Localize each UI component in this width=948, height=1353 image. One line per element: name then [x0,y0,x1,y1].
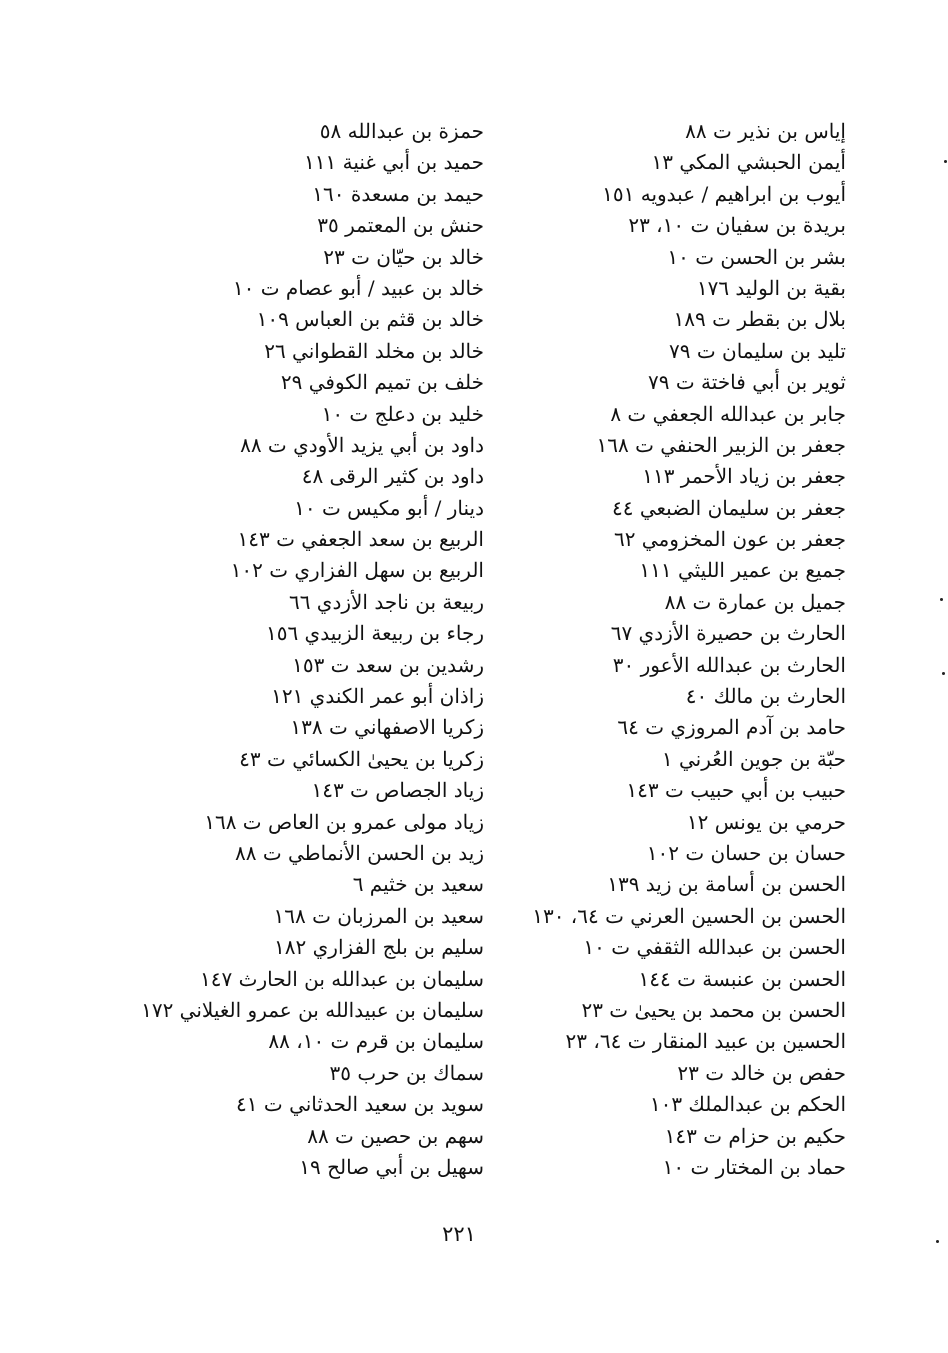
index-entry: حبّة بن جوين العُرني ١ [661,746,846,771]
index-entry: حبيب بن أبي حبيب ت ١٤٣ [626,778,846,803]
index-entry: الحارث بن مالك ٤٠ [685,684,846,709]
page-number: ٢٢١ [442,1222,476,1246]
index-entry: سليمان بن قرم ت ١٠، ٨٨ [268,1029,484,1054]
index-column-right [426,116,846,1183]
index-entry: إياس بن نذير ت ٨٨ [685,119,846,143]
index-entry: جميع بن عمير الليثي ١١١ [639,558,846,583]
index-entry: داود بن أبي يزيد الأودي ت ٨٨ [240,432,484,457]
index-entry: حماد بن المختار ت ١٠ [662,1154,846,1179]
index-entry: ربيعة بن ناجد الأزدي ٦٦ [288,589,484,614]
index-entry: حسان بن حسان ت ١٠٢ [646,840,846,865]
index-entry: حميد بن أبي غنية ١١١ [304,150,484,175]
scan-speck [942,672,945,675]
index-entry: خلف بن تميم الكوفي ٢٩ [280,370,484,395]
index-entry: زاذان أبو عمر الكندي ١٢١ [271,684,484,709]
index-entry: الحارث بن حصيرة الأزدي ٦٧ [610,621,846,646]
index-entry: سعيد بن المرزبان ت ١٦٨ [273,903,484,928]
index-entry: حكيم بن حزام ت ١٤٣ [664,1123,846,1148]
scan-speck [940,598,943,601]
scan-speck [936,1240,939,1243]
index-entry: الحسن بن عبدالله الثقفي ت ١٠ [583,935,846,960]
index-entry: سليمان بن عبدالله بن الحارث ١٤٧ [200,966,484,991]
index-column-left [141,116,484,1183]
index-entry: سهيل بن أبي صالح ١٩ [299,1154,484,1179]
index-entry: زياد الجصاص ت ١٤٣ [311,778,484,803]
index-entry: الحسن بن محمد بن يحيىٰ ت ٢٣ [581,997,846,1022]
index-entry: بريدة بن سفيان ت ١٠، ٢٣ [628,213,846,238]
index-entry: أيوب بن ابراهيم / عبدويه ١٥١ [602,181,846,206]
index-entry: خالد بن قثم بن العباس ١٠٩ [256,307,484,332]
index-entry: جعفر بن سليمان الضبعي ٤٤ [612,495,846,520]
index-entry: جابر بن عبدالله الجعفي ت ٨ [610,401,846,426]
index-entry: ثوير بن أبي فاختة ت ٧٩ [648,370,846,395]
index-entry: حفص بن خالد ت ٢٣ [677,1060,846,1085]
index-entry: سويد بن سعيد الحدثاني ت ٤١ [236,1092,484,1117]
index-entry: جعفر بن الزبير الحنفي ت ١٦٨ [596,432,846,457]
index-entry: خالد بن عبيد / أبو عصام ت ١٠ [232,275,484,300]
index-entry: زيد بن الحسن الأنماطي ت ٨٨ [234,840,484,865]
index-entry: زياد مولى عمرو بن العاص ت ١٦٨ [204,809,484,834]
index-entry: حامد بن آدم المروزي ت ٦٤ [617,715,846,740]
index-entry: زكريا الاصفهاني ت ١٣٨ [290,715,484,740]
index-entry: بقية بن الوليد ١٧٦ [696,275,846,300]
index-entry: جعفر بن زياد الأحمر ١١٣ [642,464,846,489]
index-entry: حيمد بن مسعدة ١٦٠ [312,181,484,206]
index-entry: رجاء بن ربيعة الزبيدي ١٥٦ [265,621,484,646]
index-entry: سماك بن حرب ٣٥ [329,1060,484,1085]
index-entry: دينار / أبو مكيس ت ١٠ [294,495,484,520]
index-entry: سليم بن بلج الفزاري ١٨٢ [274,935,484,960]
index-entry: الحسن بن عنبسة ت ١٤٤ [638,966,846,991]
index-entry: الربيع بن سعد الجعفي ت ١٤٣ [237,527,484,552]
index-entry: سليمان بن عبيدالله بن عمرو الغيلاني ١٧٢ [141,997,484,1022]
index-entry: الحارث بن عبدالله الأعور ٣٠ [612,652,846,677]
index-entry: جميل بن عمارة ت ٨٨ [664,589,846,614]
scan-speck [944,160,947,163]
index-entry: زكريا بن يحيىٰ الكسائي ت ٤٣ [239,746,484,771]
index-entry: تليد بن سليمان ت ٧٩ [668,338,846,363]
index-entry: خالد بن حيّان ت ٢٣ [323,244,484,269]
index-entry: الحسن بن الحسين العرني ت ٦٤، ١٣٠ [532,903,846,928]
index-entry: حنش بن المعتمر ٣٥ [317,213,484,238]
index-entry: جعفر بن عون المخزومي ٦٢ [613,527,846,552]
index-entry: داود بن كثير الرقى ٤٨ [301,464,484,489]
index-entry: الربيع بن سهل الفزاري ت ١٠٢ [230,558,484,583]
index-entry: بشر بن الحسن ت ١٠ [667,244,846,269]
index-entry: خالد بن مخلد القطواني ٢٦ [264,338,484,363]
index-entry: الحكم بن عبدالملك ١٠٣ [649,1092,846,1117]
index-entry: رشدين بن سعد ت ١٥٣ [292,652,484,677]
index-entry: الحسن بن أسامة بن زيد ١٣٩ [607,872,846,897]
index-entry: أيمن الحبشي المكي ١٣ [651,150,846,175]
index-entry: سهم بن حصين ت ٨٨ [307,1123,484,1148]
index-entry: الحسين بن عبيد المنقار ت ٦٤، ٢٣ [565,1029,846,1054]
index-entry: خليد بن دعلج ت ١٠ [321,401,484,426]
index-entry: حرمي بن يونس ١٢ [686,809,846,834]
index-entry: سعيد بن خثيم ٦ [352,872,484,897]
index-entry: حمزة بن عبدالله ٥٨ [319,119,484,143]
index-entry: بلال بن بقطر ت ١٨٩ [673,307,846,332]
